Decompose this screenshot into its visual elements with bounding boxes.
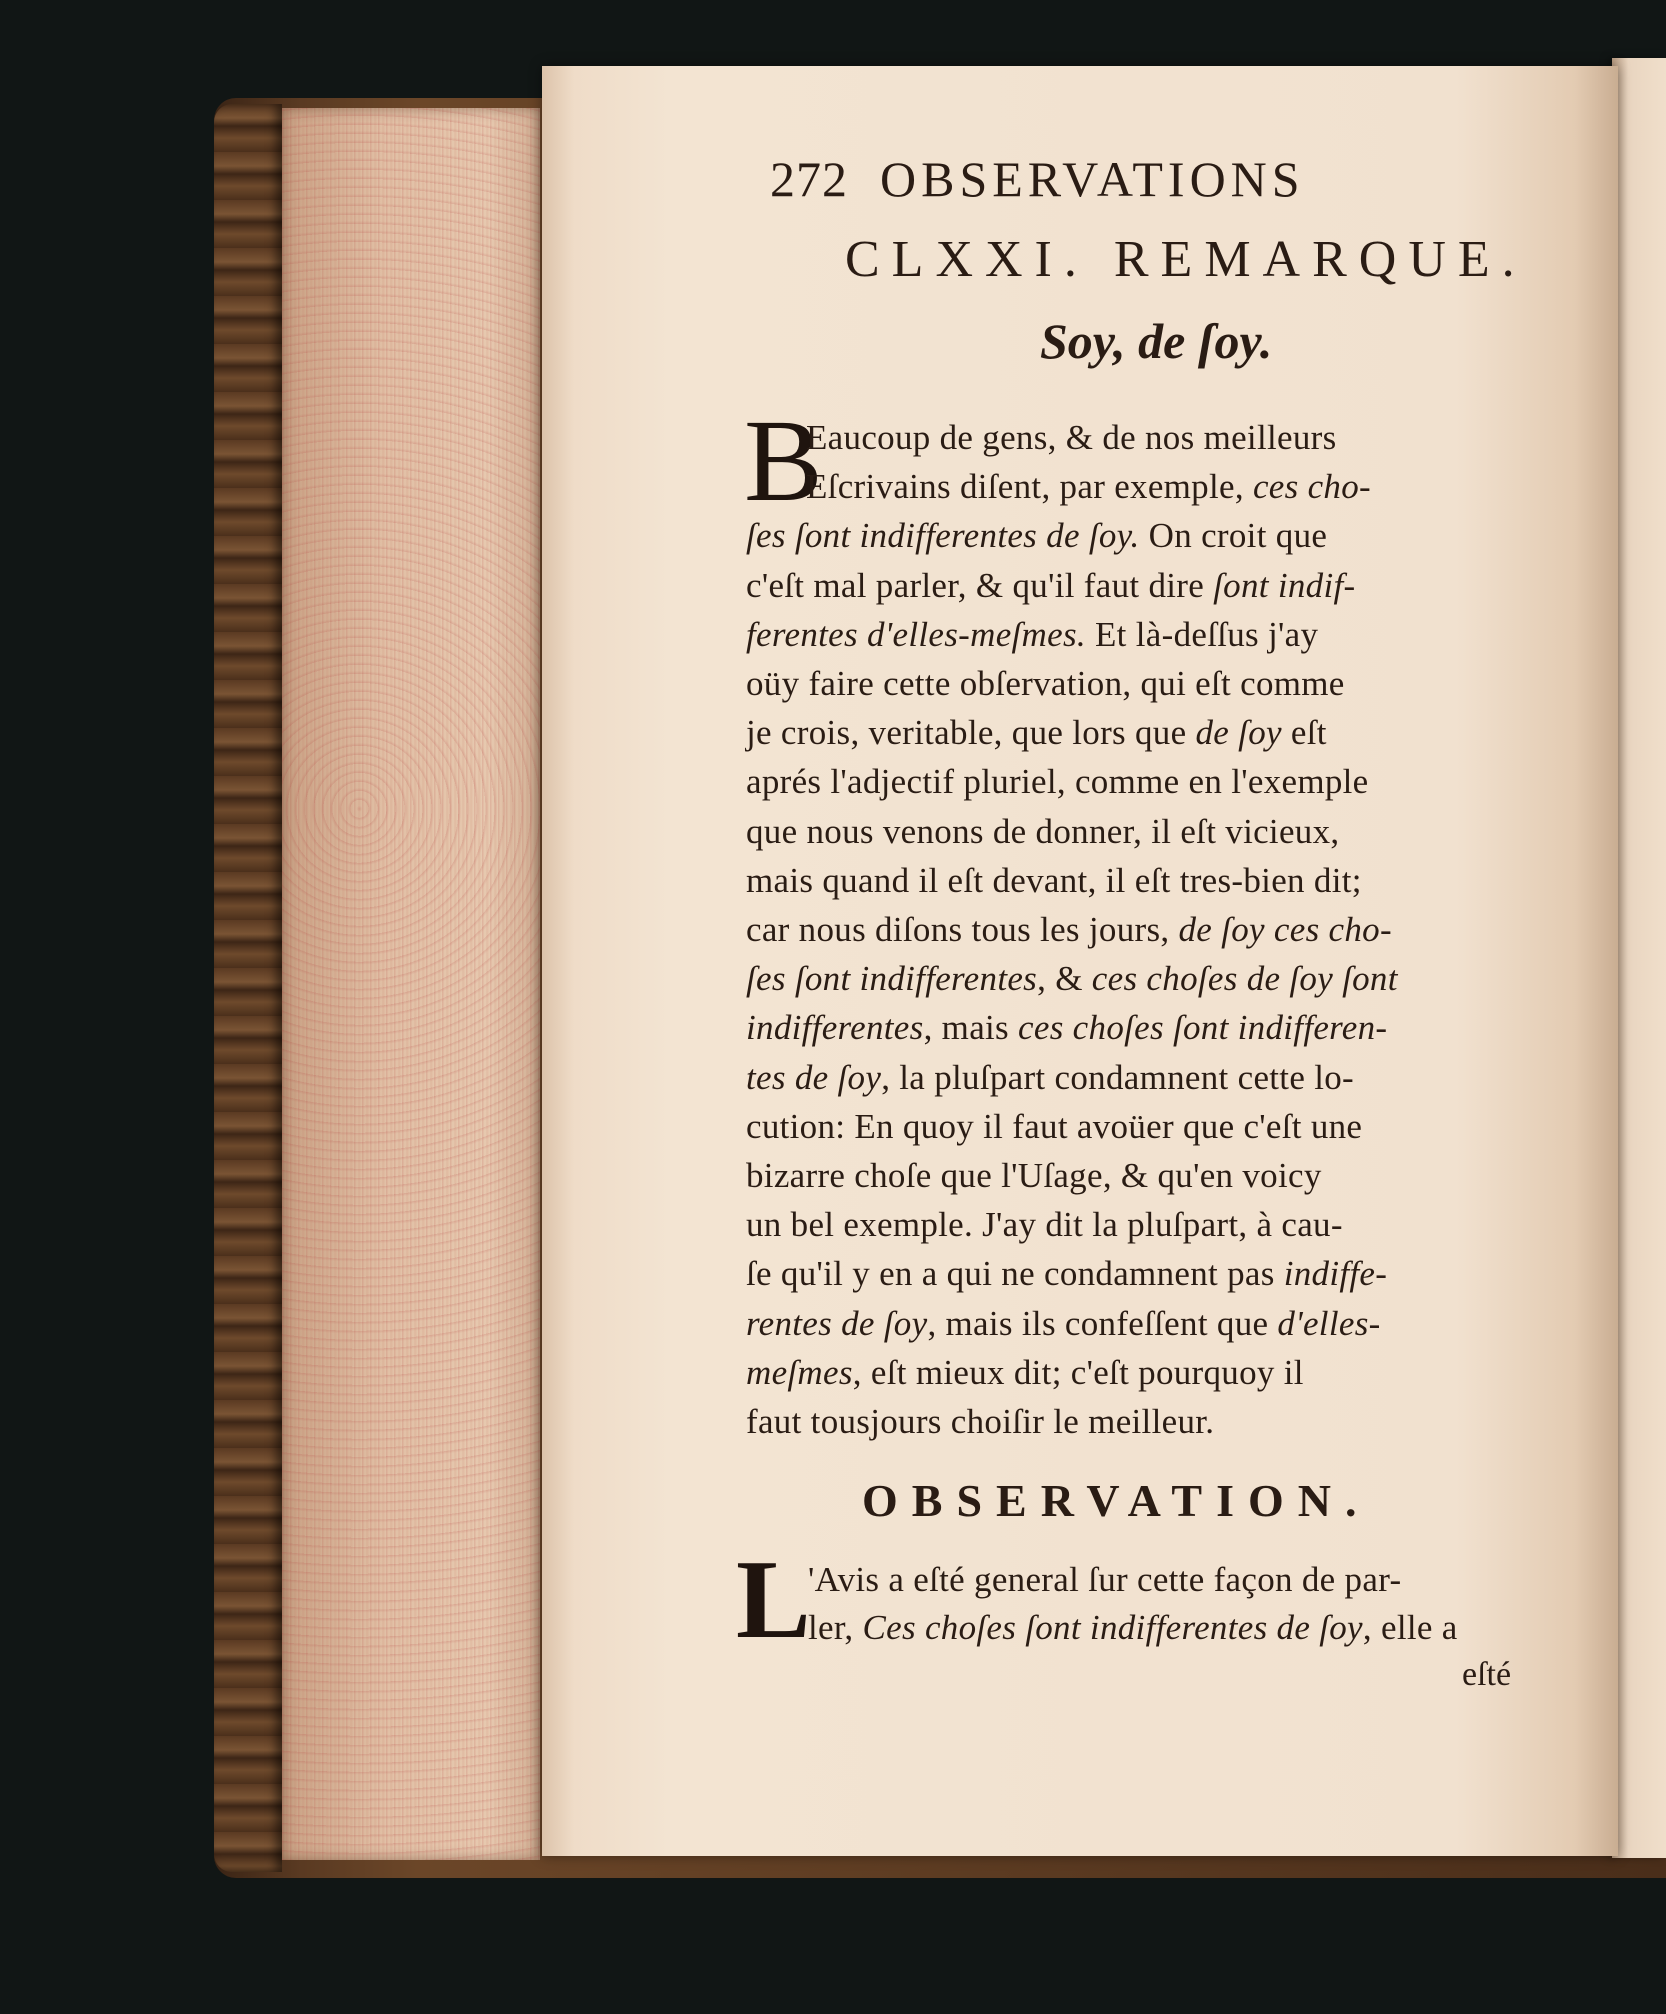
text-run: 'Avis a eſté general ſur cette façon de par-: [808, 1560, 1402, 1599]
text-run: bizarre choſe que l'Uſage, & qu'en voicy: [746, 1156, 1322, 1195]
text-run: que nous venons de donner, il eſt vicieux,: [746, 811, 1340, 851]
remark-title: CLXXI. REMARQUE.: [845, 231, 1527, 288]
text-line: [746, 1402, 1214, 1442]
text-run: , mais: [923, 1008, 1019, 1048]
text-run: , mais ils confeſſent que: [927, 1303, 1278, 1343]
text-line: [746, 959, 1398, 999]
text-line: [746, 615, 1318, 655]
italic-run: de ſoy ces cho-: [1178, 910, 1392, 949]
page-number: 272: [770, 151, 848, 207]
text-run: , eſt mieux dit; c'eſt pourquoy il: [852, 1352, 1304, 1392]
text-run: car nous diſons tous les jours,: [746, 910, 1179, 949]
book-spine-edge: [214, 104, 282, 1872]
text-line: [746, 664, 1345, 704]
catchword: eſté: [1462, 1656, 1512, 1693]
text-line: [746, 566, 1355, 606]
text-run: aprés l'adjectif pluriel, comme en l'exemple: [746, 762, 1369, 802]
text-run: ler,: [808, 1608, 863, 1647]
text-line: [746, 910, 1392, 950]
italic-run: indifferentes: [746, 1008, 924, 1048]
text-line: [746, 1008, 1387, 1048]
text-run: mais quand il eſt devant, il eſt tres-bien dit;: [746, 860, 1362, 900]
text-line: [746, 1254, 1387, 1294]
text-run: cution: En quoy il faut avoüer que c'eſt une: [746, 1106, 1363, 1146]
text-run: , &: [1037, 959, 1092, 999]
text-run: , la pluſpart condamnent cette lo-: [881, 1057, 1354, 1097]
remark-subtitle: Soy, de ſoy.: [1040, 313, 1273, 369]
text-run: c'eſt mal parler, & qu'il faut dire: [746, 565, 1214, 605]
text-run: ſe qu'il y en a qui ne condamnent pas: [746, 1254, 1284, 1294]
italic-run: ſes ſont indifferentes: [746, 959, 1038, 999]
text-line: [746, 516, 1327, 556]
italic-run: indiffe-: [1283, 1254, 1388, 1294]
text-line: [808, 1560, 1401, 1600]
text-run: Et là-deſſus j'ay: [1085, 614, 1319, 654]
text-line: [746, 1304, 1381, 1344]
text-line: [746, 1353, 1304, 1393]
italic-run: ces choſes ſont indifferen-: [1018, 1008, 1388, 1048]
running-head: [770, 150, 1305, 208]
italic-run: ferentes d'elles-meſmes.: [746, 614, 1086, 654]
text-line: [808, 1608, 1458, 1648]
text-run: oüy faire cette obſervation, qui eſt comme: [746, 664, 1345, 703]
text-line: [746, 762, 1369, 802]
text-line: [806, 467, 1371, 507]
italic-run: ſes ſont indifferentes de ſoy.: [746, 516, 1140, 556]
text-line: [746, 1058, 1354, 1098]
italic-run: meſmes: [746, 1352, 853, 1392]
text-line: [806, 418, 1337, 458]
text-run: Eaucoup de gens, & de nos meilleurs: [806, 418, 1337, 457]
text-run: On croit que: [1139, 516, 1328, 556]
italic-run: rentes de ſoy: [746, 1303, 928, 1343]
text-run: eſt: [1281, 713, 1327, 753]
text-run: Eſcrivains diſent, par exemple,: [806, 467, 1253, 507]
page-edges-block: [282, 108, 540, 1860]
italic-run: de ſoy: [1195, 713, 1282, 753]
text-run: je crois, veritable, que lors que: [746, 713, 1196, 753]
text-run: , elle a: [1362, 1608, 1458, 1647]
drop-cap-b: B: [744, 395, 823, 526]
italic-run: ces cho-: [1252, 467, 1371, 507]
text-line: [746, 1107, 1362, 1147]
italic-run: ces choſes de ſoy ſont: [1091, 959, 1398, 999]
observation-heading: OBSERVATION.: [862, 1475, 1371, 1526]
text-line: [746, 713, 1327, 753]
italic-run: d'elles-: [1277, 1303, 1381, 1343]
text-line: [746, 861, 1362, 901]
facing-page-edge: [1612, 58, 1666, 1858]
text-run: un bel exemple. J'ay dit la pluſpart, à cau-: [746, 1205, 1343, 1245]
italic-run: ſont indif-: [1213, 565, 1356, 605]
italic-run: Ces choſes ſont indifferentes de ſoy: [862, 1608, 1363, 1647]
drop-cap-l: L: [736, 1538, 811, 1662]
running-head-title: OBSERVATIONS: [880, 151, 1305, 207]
italic-run: tes de ſoy: [746, 1057, 882, 1097]
text-line: [746, 1156, 1322, 1196]
text-line: [746, 812, 1339, 852]
text-run: faut tousjours choiſir le meilleur.: [746, 1402, 1215, 1441]
text-line: [746, 1205, 1343, 1245]
